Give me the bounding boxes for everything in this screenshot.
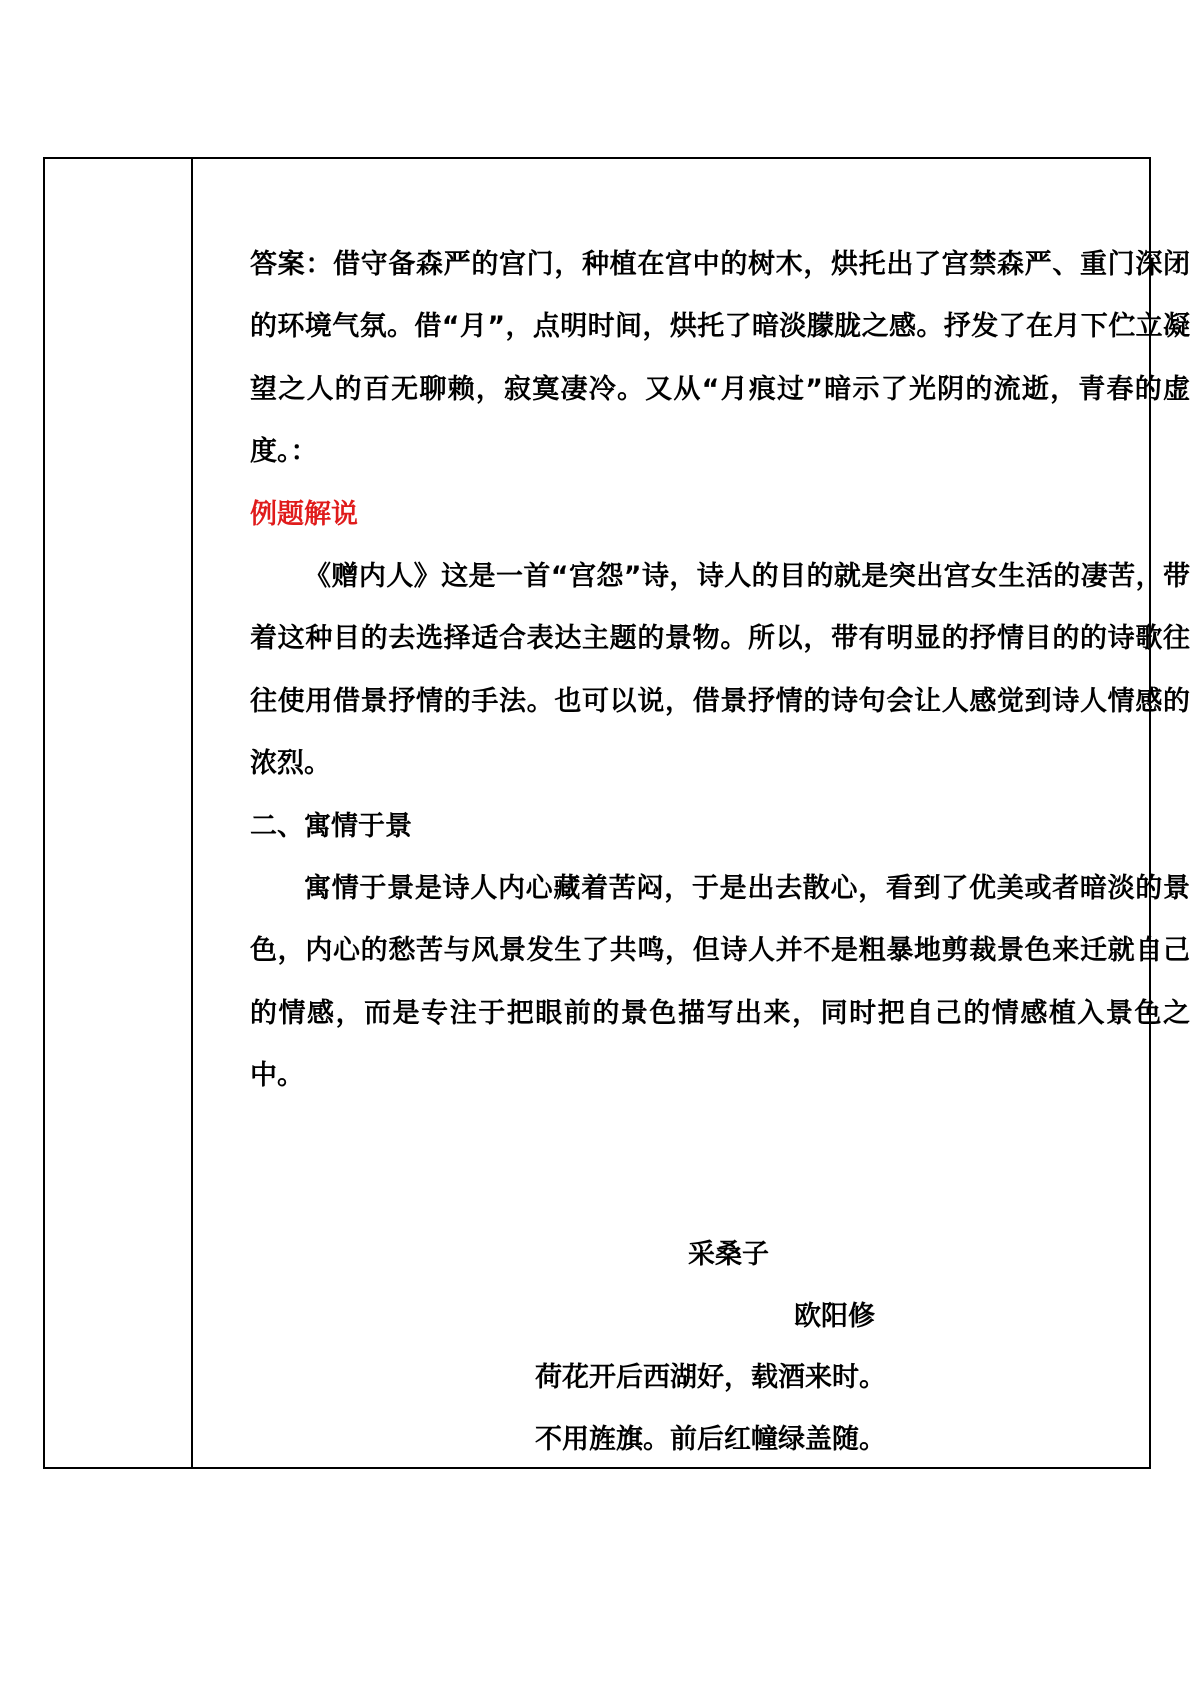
section-paragraph: 寓情于景是诗人内心藏着苦闷，于是出去散心，看到了优美或者暗淡的景色，内心的愁苦与风景发生了共鸣，但诗人并不是粗暴地剪裁景色来迁就自己的情感，而是专注于把眼前的景色描写出来，同时把自己的情感植入景色之中。 [250, 873, 1190, 1092]
section-heading: 二、寓情于景 [250, 810, 412, 842]
left-column-cell [45, 159, 193, 1467]
document-table [43, 157, 1190, 1469]
poem-line-1: 荷花开后西湖好，载酒来时。 [535, 1362, 886, 1393]
poem-line-2: 不用旌旗。前后红幢绿盖随。 [535, 1424, 886, 1455]
poem-author: 欧阳修 [794, 1301, 875, 1332]
content-body [250, 234, 1190, 1108]
poem-title: 采桑子 [688, 1239, 769, 1270]
example-heading: 例题解说 [250, 498, 358, 530]
content-cell [193, 159, 1190, 1467]
example-paragraph: 《赠内人》这是一首“宫怨”诗，诗人的目的就是突出宫女生活的凄苦，带着这种目的去选择适合表达主题的景物。所以，带有明显的抒情目的的诗歌往往使用借景抒情的手法。也可以说，借景抒情的诗句会让人感觉到诗人情感的浓烈。 [250, 561, 1190, 780]
answer-paragraph: 答案：借守备森严的宫门，种植在宫中的树木，烘托出了宫禁森严、重门深闭的环境气氛。借“月”，点明时间，烘托了暗淡朦胧之感。抒发了在月下伫立凝望之人的百无聊赖，寂寞凄冷。又从“月痕过”暗示了光阴的流逝，青春的虚度。： [250, 249, 1190, 468]
